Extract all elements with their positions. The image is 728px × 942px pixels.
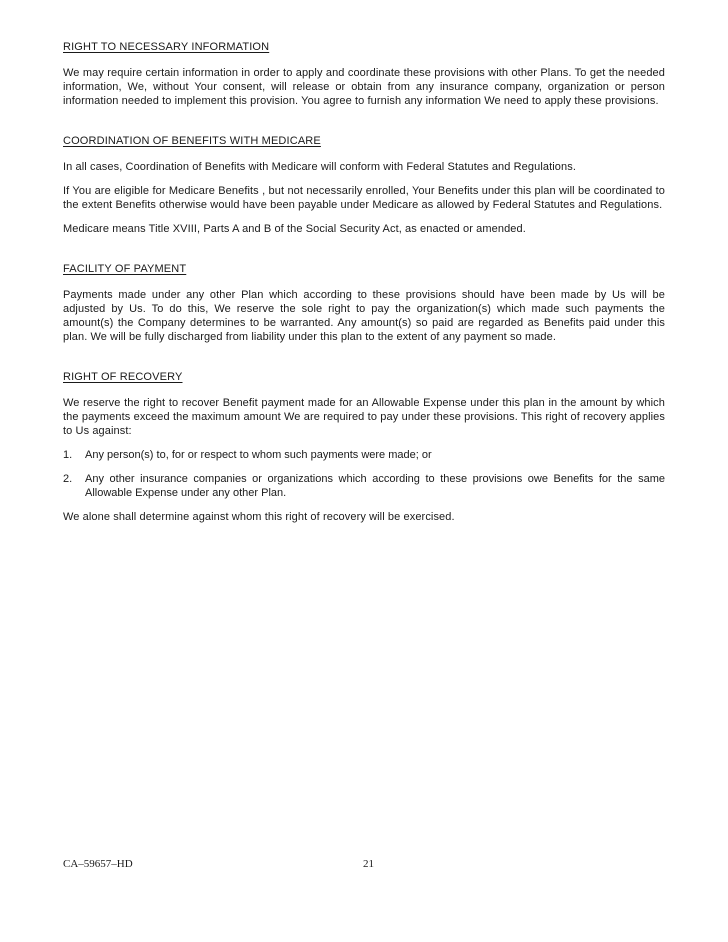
- list-number: 1.: [63, 449, 73, 461]
- section-heading: COORDINATION OF BENEFITS WITH MEDICARE: [63, 135, 321, 147]
- section-heading: FACILITY OF PAYMENT: [63, 263, 187, 275]
- section-paragraph: In all cases, Coordination of Benefits with Medicare will conform with Federal Statutes and Regulations.: [63, 161, 576, 173]
- list-item: [63, 472, 665, 500]
- section-paragraph: We reserve the right to recover Benefit payment made for an Allowable Expense under this plan in the amount by which the payments exceed the maximum amount We are required to pay under these provisions. This right of recovery applies to Us against:: [63, 397, 665, 437]
- list-item: [63, 448, 665, 462]
- section-facility-of-payment: [63, 262, 665, 344]
- section-right-to-necessary-information: [63, 40, 665, 108]
- section-paragraph: Medicare means Title XVIII, Parts A and B of the Social Security Act, as enacted or amended.: [63, 223, 526, 235]
- section-coordination-with-medicare: [63, 134, 665, 236]
- section-paragraph: Payments made under any other Plan which according to these provisions should have been made by Us will be adjusted by Us. To do this, We reserve the sole right to pay the organization(s) which made such payments the amount(s) the Company determines to be warranted. Any amount(s) so paid are regarded as Benefits paid under this plan. We will be fully discharged from liability under this plan to the extent of any payment so made.: [63, 289, 665, 343]
- document-page: [63, 40, 665, 550]
- list-text: Any other insurance companies or organizations which according to these provisions owe Benefits for the same Allowable Expense under any other Plan.: [85, 473, 665, 499]
- closing-paragraph: We alone shall determine against whom this right of recovery will be exercised.: [63, 511, 455, 523]
- section-heading: RIGHT TO NECESSARY INFORMATION: [63, 41, 270, 53]
- page-number: 21: [363, 858, 374, 870]
- form-number: CA–59657–HD: [63, 858, 133, 870]
- section-paragraph: We may require certain information in order to apply and coordinate these provisions with other Plans. To get the needed information, We, without Your consent, will release or obtain from any insurance company, organization or person information needed to implement this provision. You agree to furnish any information We need to apply these provisions.: [63, 67, 665, 107]
- list-text: Any person(s) to, for or respect to whom such payments were made; or: [85, 449, 432, 461]
- section-right-of-recovery: [63, 370, 665, 524]
- section-heading: RIGHT OF RECOVERY: [63, 371, 183, 383]
- section-paragraph: If You are eligible for Medicare Benefits , but not necessarily enrolled, Your Benefits under this plan will be coordinated to the extent Benefits otherwise would have been payable under Medicare as allowed by Federal Statutes and Regulations.: [63, 185, 665, 211]
- list-number: 2.: [63, 473, 73, 485]
